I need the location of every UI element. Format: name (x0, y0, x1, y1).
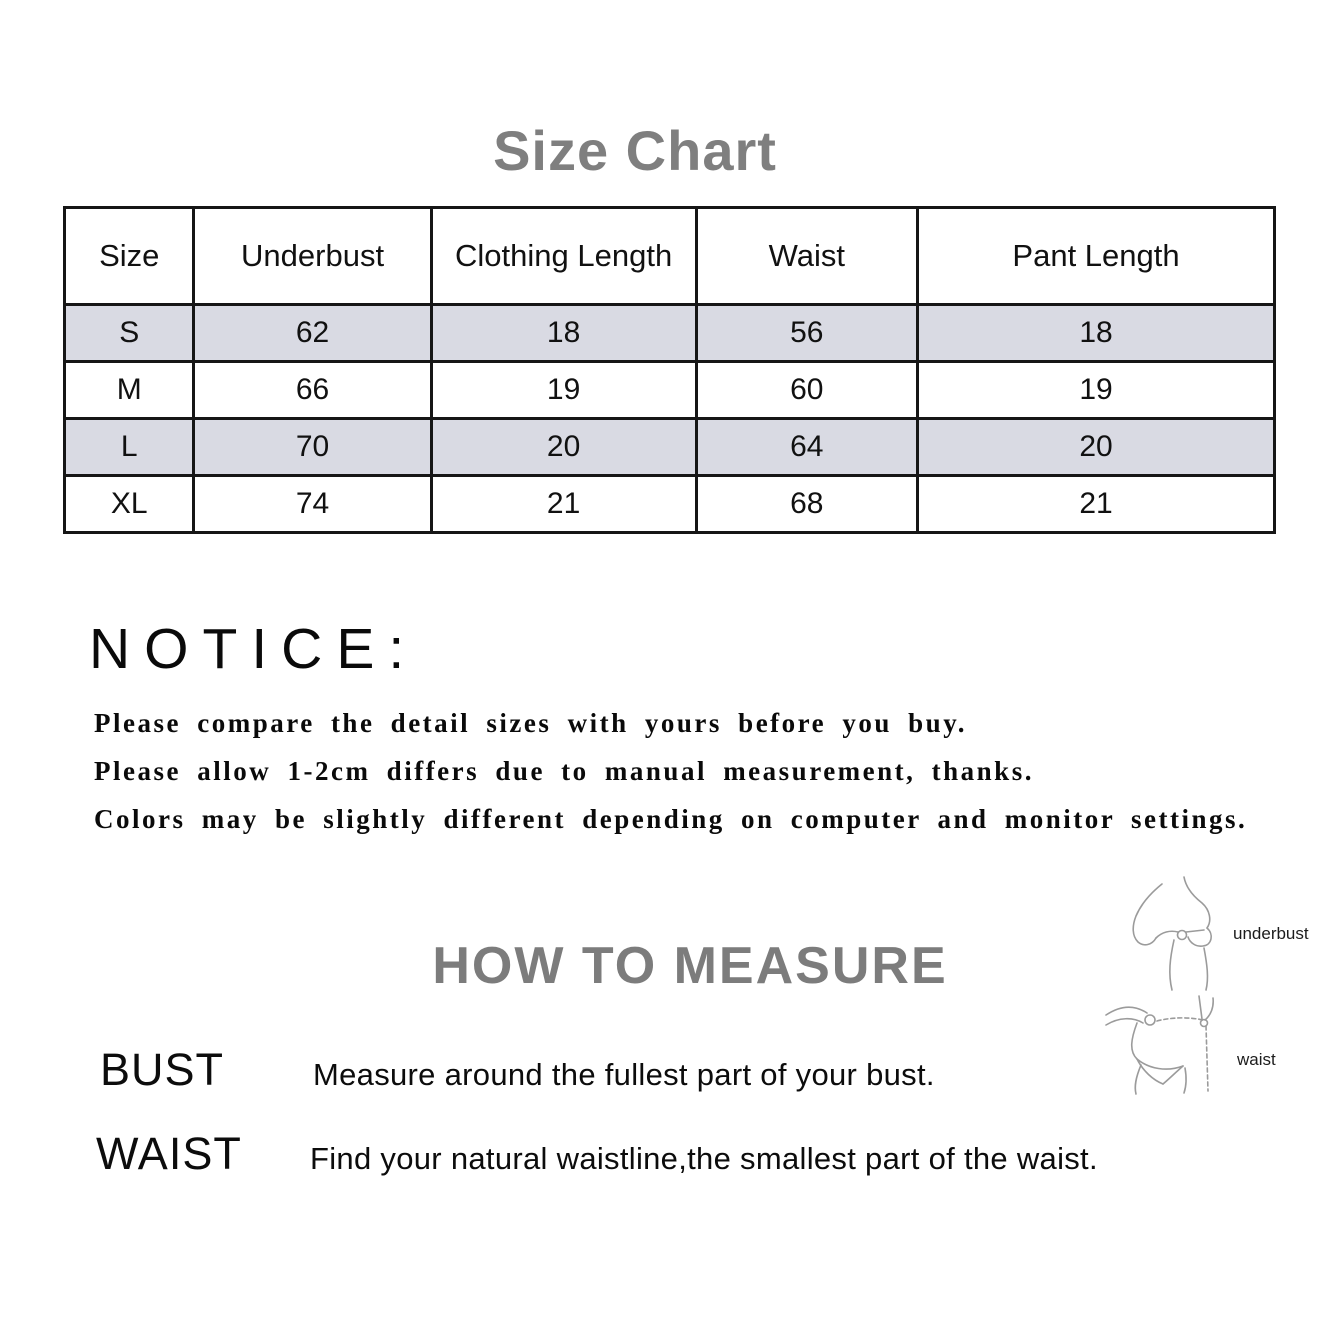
waist-figure-icon (1103, 993, 1235, 1100)
cell-clothing-s: 18 (431, 305, 696, 362)
cell-waist-m: 60 (696, 362, 917, 419)
underbust-figure-label: underbust (1233, 924, 1309, 943)
header-pant-length: Pant Length (918, 208, 1275, 305)
table-row-m (65, 362, 1275, 419)
header-size: Size (65, 208, 194, 305)
table-row-xl (65, 476, 1275, 533)
header-clothing-length: Clothing Length (431, 208, 696, 305)
cell-size-m: M (65, 362, 194, 419)
bust-instruction: Measure around the fullest part of your bust. (313, 1057, 935, 1092)
table-header-row (65, 208, 1275, 305)
cell-waist-s: 56 (696, 305, 917, 362)
waist-instruction: Find your natural waistline,the smallest part of the waist. (310, 1141, 1098, 1176)
cell-pant-xl: 21 (918, 476, 1275, 533)
cell-size-xl: XL (65, 476, 194, 533)
cell-clothing-m: 19 (431, 362, 696, 419)
cell-pant-m: 19 (918, 362, 1275, 419)
cell-underbust-xl: 74 (194, 476, 431, 533)
notice-line-2: Please allow 1-2cm differs due to manual measurement, thanks. (94, 756, 1034, 786)
notice-heading: NOTICE: (89, 617, 419, 681)
page-title: Size Chart (493, 119, 777, 182)
cell-size-l: L (65, 419, 194, 476)
underbust-figure-icon (1122, 874, 1232, 997)
cell-size-s: S (65, 305, 194, 362)
cell-pant-s: 18 (918, 305, 1275, 362)
header-underbust: Underbust (194, 208, 431, 305)
cell-pant-l: 20 (918, 419, 1275, 476)
cell-underbust-l: 70 (194, 419, 431, 476)
size-table (63, 206, 1276, 534)
cell-clothing-xl: 21 (431, 476, 696, 533)
cell-underbust-s: 62 (194, 305, 431, 362)
header-waist: Waist (696, 208, 917, 305)
notice-text-block (94, 709, 1247, 853)
table-row-l (65, 419, 1275, 476)
cell-underbust-m: 66 (194, 362, 431, 419)
cell-waist-l: 64 (696, 419, 917, 476)
how-to-measure-heading: HOW TO MEASURE (432, 937, 948, 995)
cell-waist-xl: 68 (696, 476, 917, 533)
cell-clothing-l: 20 (431, 419, 696, 476)
bust-label: BUST (100, 1044, 225, 1095)
table-row-s (65, 305, 1275, 362)
waist-label: WAIST (96, 1128, 242, 1179)
notice-line-3: Colors may be slightly different depending on computer and monitor settings. (94, 804, 1248, 834)
notice-line-1: Please compare the detail sizes with yours before you buy. (94, 708, 967, 738)
waist-figure-label: waist (1237, 1050, 1276, 1069)
